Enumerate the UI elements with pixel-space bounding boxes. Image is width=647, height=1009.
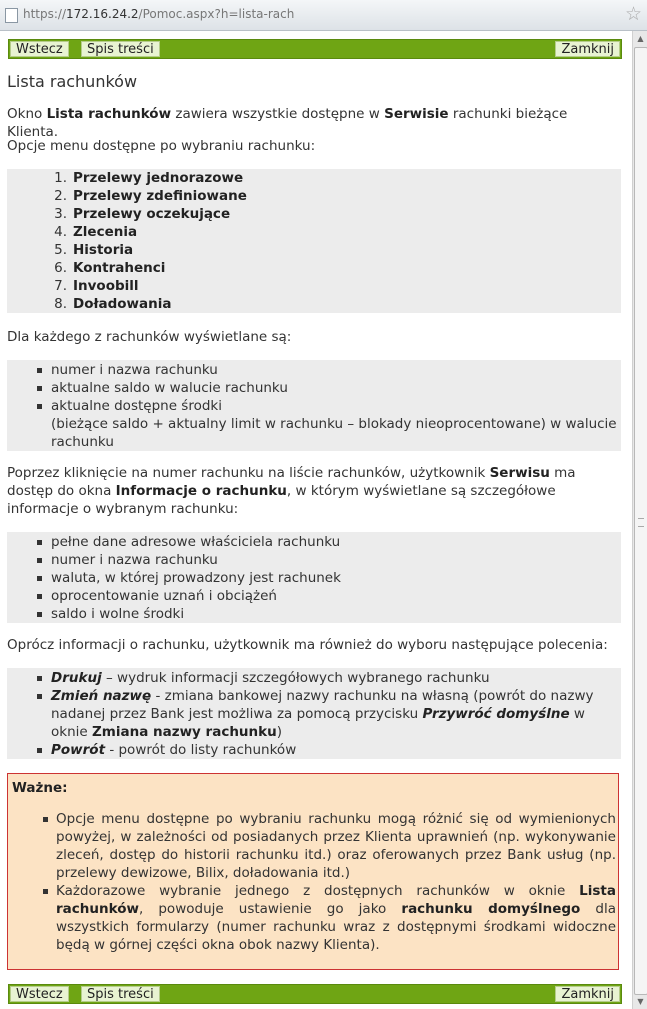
star-icon[interactable]: ☆ — [624, 3, 642, 25]
important-title: Ważne: — [12, 780, 68, 796]
list-item: oprocentowanie uznań i obciążeń — [7, 587, 621, 605]
commands-list — [7, 669, 621, 759]
scroll-up-icon[interactable]: ▲ — [637, 34, 644, 43]
scroll-down-icon[interactable]: ▼ — [637, 997, 644, 1006]
intro-paragraph: Okno Lista rachunków zawiera wszystkie dostępne w Serwisie rachunki bieżące Klienta. — [7, 106, 568, 140]
list-item: 4. Zlecenia — [54, 224, 138, 240]
list-item: Każdorazowe wybranie jednego z dostępnych rachunków w oknie Lista rachunków, powoduje ustawienie go jako rachunku domyślnego dla wszystkich formularzy (numer rachunku wraz z dostępnymi środkami widoczne będą w górnej części okna obok nazwy Klienta). — [12, 882, 616, 954]
list-item: 3. Przelewy oczekujące — [54, 206, 231, 222]
commands-heading: Oprócz informacji o rachunku, użytkownik ma również do wyboru następujące polecenia: — [7, 637, 608, 653]
list-item: waluta, w której prowadzony jest rachunek — [7, 569, 621, 587]
close-button[interactable]: Zamknij — [555, 986, 620, 1002]
toc-button[interactable]: Spis treści — [81, 41, 160, 57]
list-item: Zmień nazwę - zmiana bankowej nazwy rachunku na własną (powrót do nazwy nadanej przez Bank jest możliwa za pomocą przycisku Przywróć domyślne w oknie Zmiana nazwy rachunku) — [7, 687, 621, 741]
toc-button[interactable]: Spis treści — [81, 986, 160, 1002]
list-item: aktualne dostępne środki (bieżące saldo + aktualny limit w rachunku – blokady nieoprocentowane) w walucie rachunku — [7, 397, 621, 451]
list-item: Drukuj – wydruk informacji szczegółowych wybranego rachunku — [7, 669, 621, 687]
page-title: Lista rachunków — [7, 72, 138, 91]
list-item: Opcje menu dostępne po wybraniu rachunku mogą różnić się od wymienionych powyżej, w zależności od posiadanych przez Klienta uprawnień (np. wykonywanie zleceń, dostęp do historii rachunku itd.) oraz oferowanych przez Bank usług (np. przelewy dewizowe, Bilix, doładowania itd.) — [12, 810, 616, 882]
back-button[interactable]: Wstecz — [10, 986, 69, 1002]
scrollbar-thumb[interactable] — [634, 47, 647, 995]
click-paragraph: Poprzez kliknięcie na numer rachunku na liście rachunków, użytkownik Serwisu ma dostęp do okna Informacje o rachunku, w którym wyświetlane są szczegółowe informacje o wybranym rachunku: — [7, 465, 576, 517]
list-item: saldo i wolne środki — [7, 605, 621, 623]
details-box — [7, 532, 621, 623]
address-bar[interactable] — [0, 0, 647, 31]
menu-options-box — [7, 169, 621, 313]
important-box — [7, 773, 619, 970]
list-item: 6. Kontrahenci — [54, 260, 166, 276]
vertical-scrollbar[interactable] — [632, 31, 647, 1009]
back-button[interactable]: Wstecz — [10, 41, 69, 57]
help-page — [0, 31, 631, 1009]
list-item: 8. Doładowania — [54, 296, 172, 312]
important-list — [12, 810, 616, 954]
list-item: Powrót - powrót do listy rachunków — [7, 741, 621, 759]
list-item: numer i nazwa rachunku — [7, 551, 621, 569]
close-button[interactable]: Zamknij — [555, 41, 620, 57]
list-item: 7. Invoobill — [54, 278, 139, 294]
shown-items-list — [7, 361, 621, 451]
commands-box — [7, 668, 621, 759]
bottom-nav-bar — [8, 984, 622, 1004]
details-list — [7, 533, 621, 623]
menu-heading: Opcje menu dostępne po wybraniu rachunku: — [7, 138, 316, 154]
url-host: 172.16.24.2 — [66, 7, 139, 21]
url-text[interactable] — [23, 7, 294, 21]
top-nav-bar — [8, 39, 622, 59]
list-item: 5. Historia — [54, 242, 134, 258]
shown-items-box — [7, 360, 621, 451]
url-scheme: https:// — [23, 7, 67, 21]
grip-icon — [638, 518, 644, 527]
list-item: pełne dane adresowe właściciela rachunku — [7, 533, 621, 551]
list-item: aktualne saldo w walucie rachunku — [7, 379, 621, 397]
page-icon — [5, 8, 18, 23]
list-item: numer i nazwa rachunku — [7, 361, 621, 379]
shown-heading: Dla każdego z rachunków wyświetlane są: — [7, 329, 292, 345]
list-item: 2. Przelewy zdefiniowane — [54, 188, 247, 204]
list-item: 1. Przelewy jednorazowe — [54, 170, 244, 186]
url-path: /Pomoc.aspx?h=lista-rach — [138, 7, 295, 21]
